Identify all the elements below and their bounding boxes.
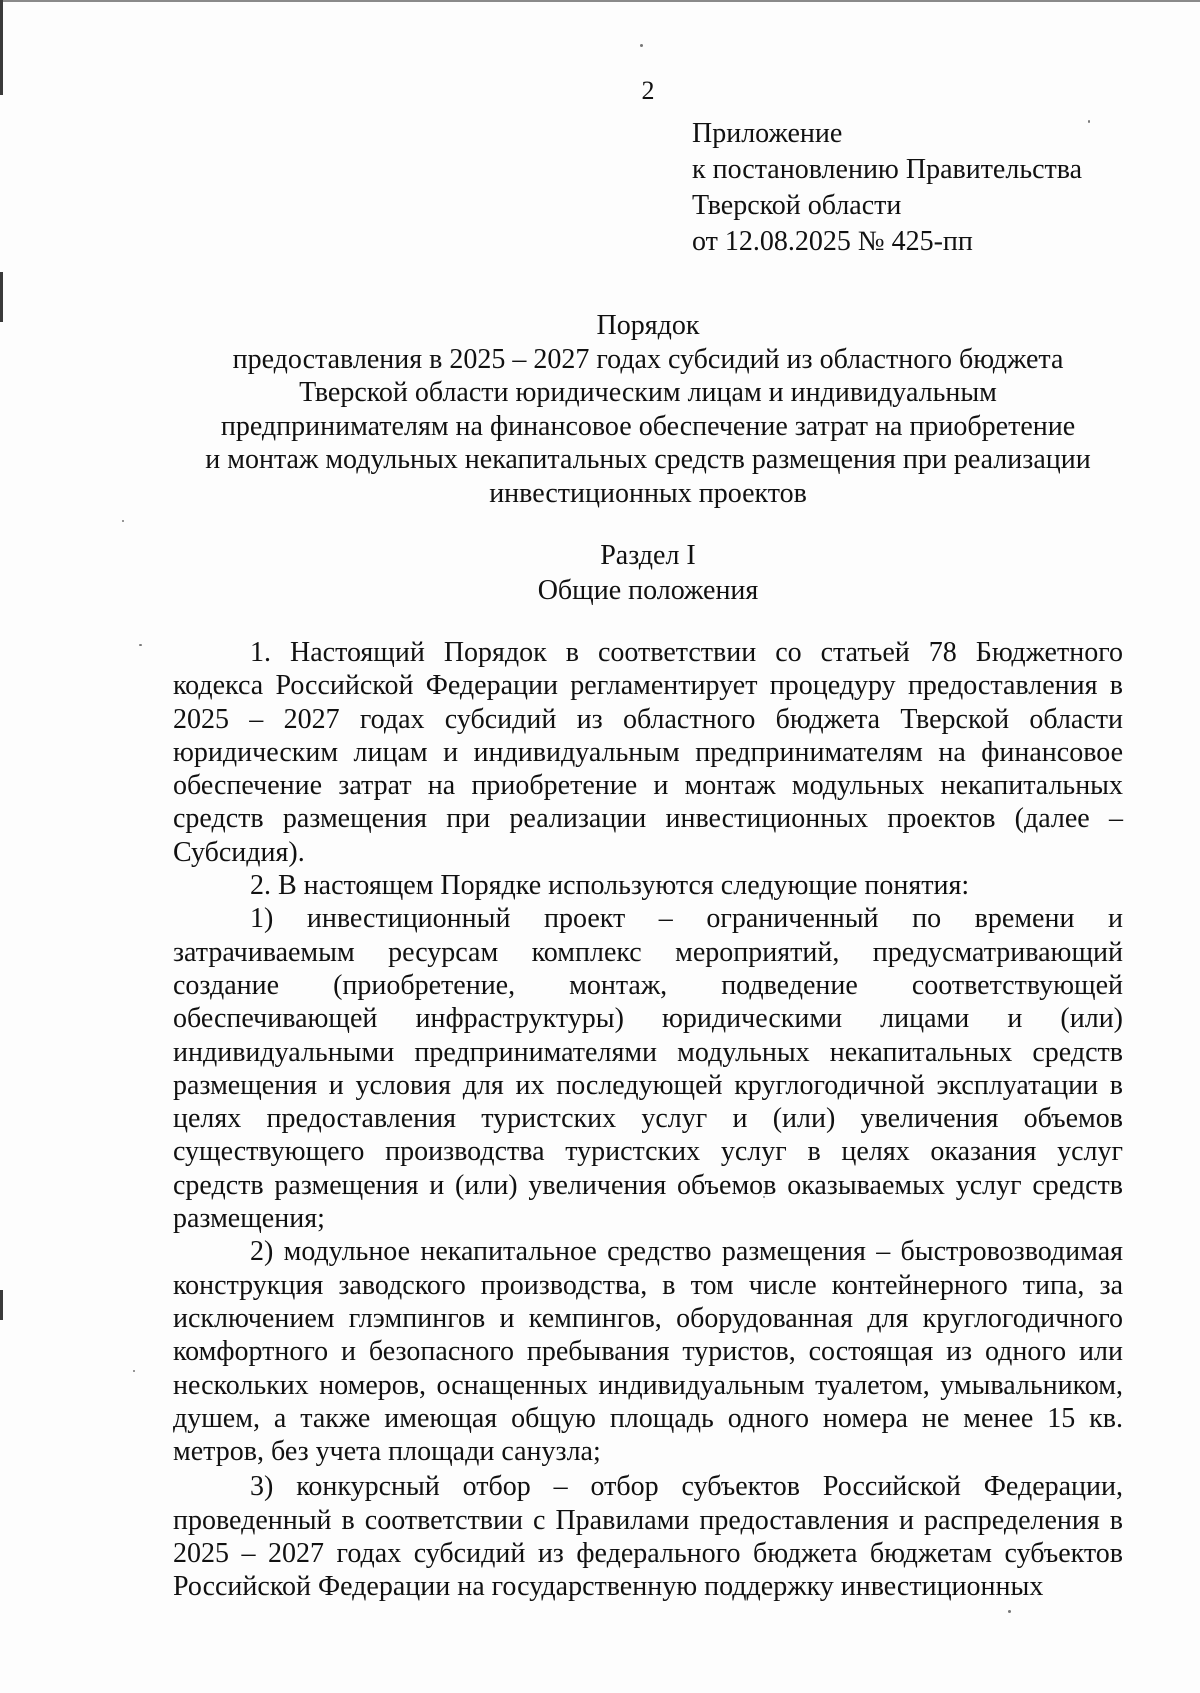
document-title: [150, 309, 1146, 511]
title-line: и монтаж модульных некапитальных средств размещения при реализации: [205, 444, 1091, 476]
page-number: 2: [641, 76, 655, 105]
document-body: [173, 636, 1123, 1604]
title-line: предпринимателям на финансовое обеспечение затрат на приобретение: [220, 410, 1076, 442]
title-line: Порядок: [596, 310, 700, 341]
section-heading: [150, 538, 1146, 608]
scan-speck: [1008, 1610, 1011, 1613]
scan-speck: [640, 44, 643, 47]
section-label: Раздел I: [600, 540, 696, 571]
scan-speck: [1088, 120, 1090, 123]
title-line: предоставления в 2025 – 2027 годах субсидий из областного бюджета: [232, 343, 1064, 375]
paragraph: 2) модульное некапитальное средство размещения – быстровозводимая конструкция заводского производства, в том числе контейнерного типа, за исключением глэмпингов и кемпингов, оборудованная для круглогодичного комфортного и безопасного пребывания туристов, состоящая из одного или нескольких номеров, оснащенных индивидуальным туалетом, умывальником, душем, а также имеющая общую площадь одного номера не менее 15 кв. метров, без учета площади санузла;: [173, 1236, 1123, 1468]
scan-speck: [122, 520, 124, 522]
paragraph: 3) конкурсный отбор – отбор субъектов Российской Федерации, проведенный в соответствии с Правилами предоставления и распределения в 2025 – 2027 годах субсидий из федерального бюджета бюджетам субъектов Российской Федерации на государственную поддержку инвестиционных: [173, 1471, 1123, 1603]
scan-speck: [139, 644, 142, 646]
title-line: инвестиционных проектов: [489, 477, 807, 509]
paragraph: 1) инвестиционный проект – ограниченный по времени и затрачиваемым ресурсам комплекс мероприятий, предусматривающий создание (приобретение, монтаж, подведение соответствующей обеспечивающей инфраструктуры) юридическими лицами и (или) индивидуальными предпринимателями модульных некапитальных средств размещения и условия для их последующей круглогодичной эксплуатации в целях предоставления туристских услуг и (или) увеличения объемов существующего производства туристских услуг в целях оказания услуг средств размещения и (или) увеличения объемов оказываемых услуг средств размещения;: [173, 903, 1123, 1235]
appendix-line: Тверской области: [692, 190, 902, 221]
scan-speck: [133, 1370, 135, 1372]
scan-left-edge-mark: [0, 1290, 3, 1320]
title-line: Тверской области юридическим лицам и индивидуальным: [299, 377, 997, 409]
appendix-date-number: от 12.08.2025 № 425-пп: [692, 226, 973, 257]
paragraph: 1. Настоящий Порядок в соответствии со статьей 78 Бюджетного кодекса Российской Федерации регламентирует процедуру предоставления в 2025 – 2027 годах субсидий из областного бюджета Тверской области юридическим лицам и индивидуальным предпринимателям на финансовое обеспечение затрат на приобретение и монтаж модульных некапитальных средств размещения при реализации инвестиционных проектов (далее – Субсидия).: [173, 637, 1123, 868]
appendix-header: [692, 116, 1082, 260]
scan-left-edge-mark: [0, 272, 3, 322]
paragraph: 2. В настоящем Порядке используются следующие понятия:: [250, 870, 970, 902]
section-name: Общие положения: [537, 575, 759, 606]
appendix-line: к постановлению Правительства: [692, 154, 1083, 185]
appendix-line: Приложение: [692, 118, 843, 149]
scan-top-edge: [0, 0, 1200, 2]
